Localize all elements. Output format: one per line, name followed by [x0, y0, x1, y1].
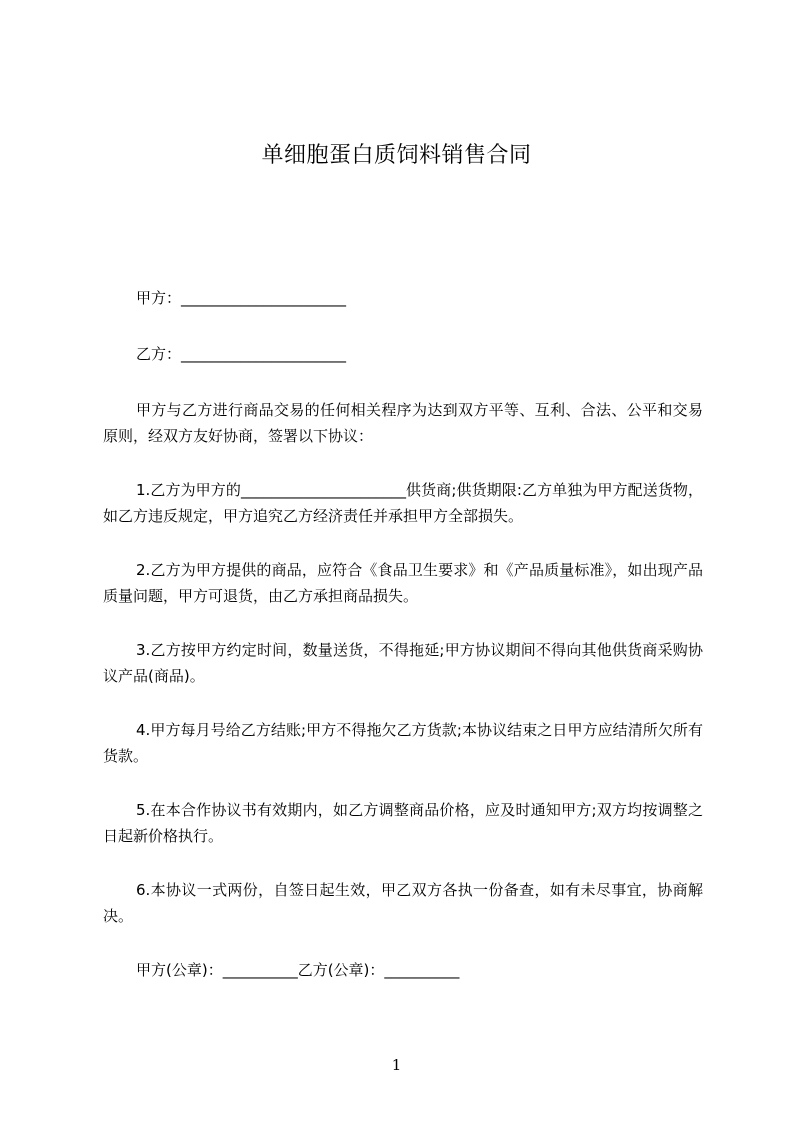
- party-a-line: 甲方：______________________: [136, 289, 347, 307]
- party-b-line: 乙方：______________________: [136, 345, 347, 363]
- clause-3: 3.乙方按甲方约定时间，数量送货，不得拖延;甲方协议期间不得向其他供货商采购协议产品(商品)。: [103, 641, 703, 685]
- clause-5: 5.在本合作协议书有效期内，如乙方调整商品价格，应及时通知甲方;双方均按调整之日起新价格执行。: [103, 801, 703, 845]
- intro-paragraph: 甲方与乙方进行商品交易的任何相关程序为达到双方平等、互利、合法、公平和交易原则，经双方友好协商，签署以下协议：: [103, 401, 703, 445]
- clause-6: 6.本协议一式两份，自签日起生效，甲乙双方各执一份备查，如有未尽事宜，协商解决。: [103, 881, 703, 925]
- clause-2: 2.乙方为甲方提供的商品，应符合《食品卫生要求》和《产品质量标准》，如出现产品质量问题，甲方可退货，由乙方承担商品损失。: [103, 561, 703, 605]
- clause-1: 1.乙方为甲方的______________________供货商;供货期限:乙方单独为甲方配送货物，如乙方违反规定，甲方追究乙方经济责任并承担甲方全部损失。: [103, 481, 703, 525]
- document-title: 单细胞蛋白质饲料销售合同: [261, 143, 532, 168]
- document-body: [103, 285, 703, 983]
- clause-4: 4.甲方每月号给乙方结账;甲方不得拖欠乙方货款;本协议结束之日甲方应结清所欠所有货款。: [103, 721, 703, 765]
- page-number: 1: [391, 1056, 402, 1074]
- signature-line: 甲方(公章)：__________乙方(公章)：__________: [136, 961, 460, 979]
